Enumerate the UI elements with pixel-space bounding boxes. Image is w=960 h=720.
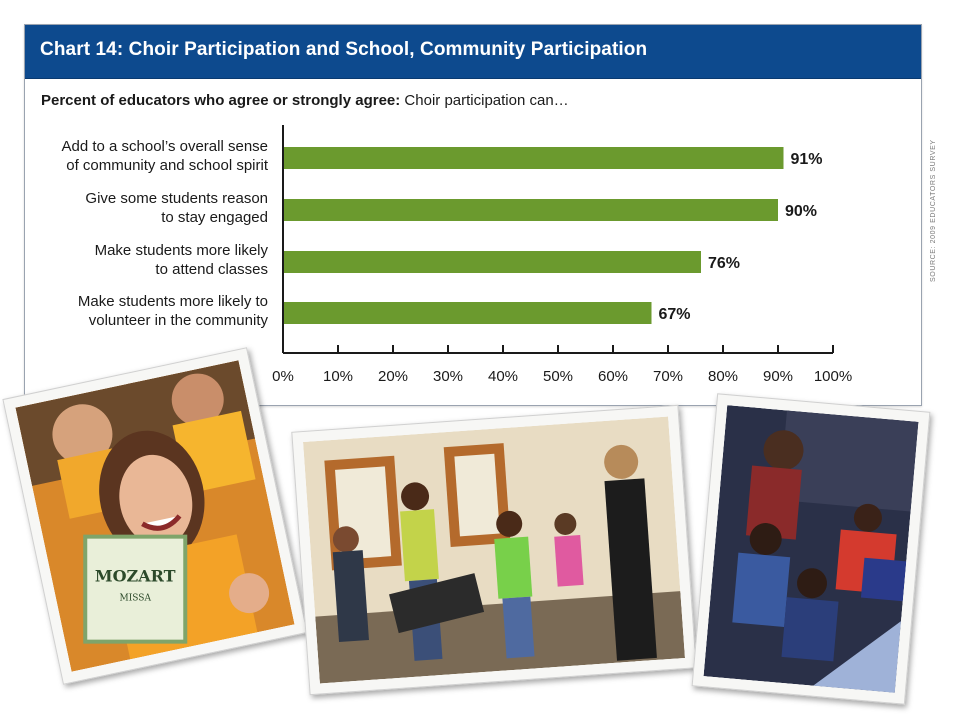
x-tick-label: 20% [377,368,409,385]
bar-value-label: 90% [785,203,818,220]
subtitle-lead: Percent of educators who agree or strongly agree: [41,92,401,109]
bar-value-label: 76% [708,255,741,272]
source-note: SOURCE: 2009 EDUCATORS SURVEY [930,139,937,282]
bar [284,302,652,324]
x-tick-label: 100% [813,368,853,385]
category-label: Make students more likely [94,242,268,259]
category-label: to attend classes [155,261,268,278]
bar-value-label: 91% [790,151,823,168]
x-tick-label: 60% [597,368,629,385]
bar [284,251,701,273]
category-label: Add to a school’s overall sense [61,138,268,155]
category-label: Give some students reason [85,190,268,207]
x-tick-label: 0% [272,368,294,385]
category-label: to stay engaged [161,209,268,226]
subtitle-rest: Choir participation can… [400,92,569,109]
category-label: Make students more likely to [77,293,268,310]
bar-value-label: 67% [658,306,691,323]
x-tick-label: 80% [707,368,739,385]
x-tick-label: 10% [322,368,354,385]
x-tick-label: 40% [487,368,519,385]
x-tick-label: 70% [652,368,684,385]
category-label: volunteer in the community [88,312,268,329]
bar [284,199,778,221]
x-tick-label: 50% [542,368,574,385]
book-subtitle: MISSA [119,593,151,604]
x-tick-label: 90% [762,368,794,385]
x-tick-label: 30% [432,368,464,385]
book-title: MOZART [94,566,176,586]
chart-title: Chart 14: Choir Participation and School, Community Participation [40,39,648,60]
category-label: of community and school spirit [66,157,268,174]
bar [284,147,784,169]
